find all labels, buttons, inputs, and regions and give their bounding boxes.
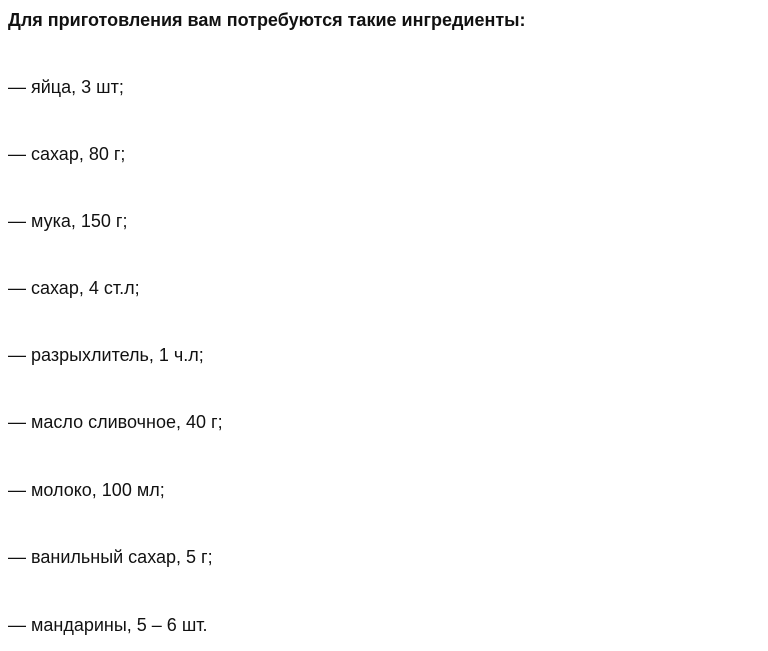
ingredient-baking-powder: — разрыхлитель, 1 ч.л; bbox=[8, 345, 204, 365]
ingredient-milk: — молоко, 100 мл; bbox=[8, 480, 165, 500]
ingredient-mandarins: — мандарины, 5 – 6 шт. bbox=[8, 615, 208, 635]
ingredient-sugar-tablespoons: — сахар, 4 ст.л; bbox=[8, 278, 140, 298]
ingredient-vanilla-sugar: — ванильный сахар, 5 г; bbox=[8, 547, 213, 567]
ingredient-butter: — масло сливочное, 40 г; bbox=[8, 412, 223, 432]
ingredient-flour: — мука, 150 г; bbox=[8, 211, 128, 231]
ingredients-heading: Для приготовления вам потребуются такие ингредиенты: bbox=[8, 10, 526, 30]
ingredient-sugar: — сахар, 80 г; bbox=[8, 144, 126, 164]
ingredient-eggs: — яйца, 3 шт; bbox=[8, 77, 124, 97]
